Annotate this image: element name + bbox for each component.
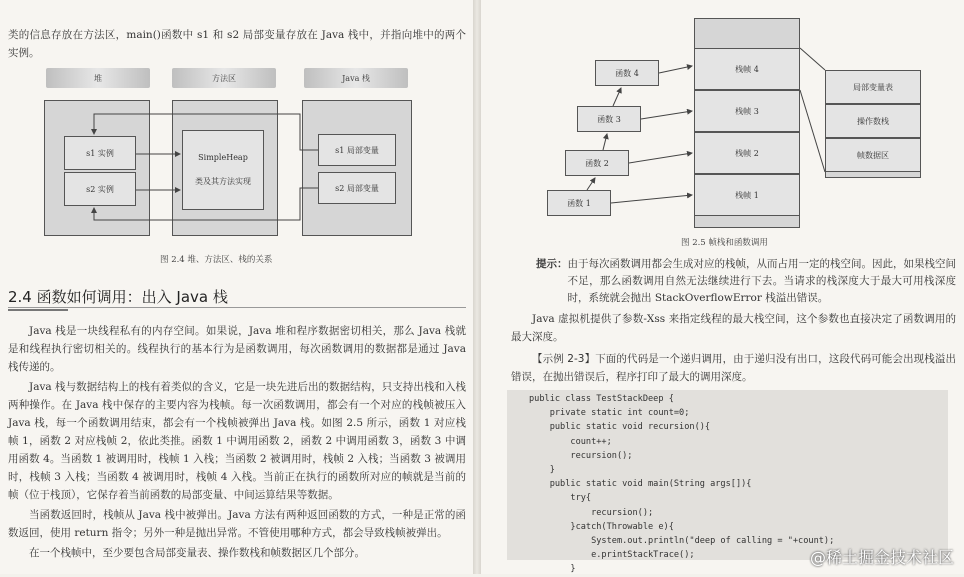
figure-2-5-caption: 图 2.5 帧栈和函数调用 (681, 238, 768, 248)
stack-frame-1: 栈帧 1 (694, 174, 800, 216)
code-block (507, 390, 948, 575)
figure-2-4-caption: 图 2.4 堆、方法区、栈的关系 (160, 255, 273, 265)
left-paragraph-3: 当函数返回时，栈帧从 Java 栈中被弹出。Java 方法有两种返回函数的方式，一种是正常的函数返回，使用 return 指令；另外一种是抛出异常。不管使用哪种方式，都会导致栈帧被弹出。 (8, 509, 466, 539)
stack-frame-3: 栈帧 3 (694, 90, 800, 132)
tip-text: 由于每次函数调用都会生成对应的栈帧，从而占用一定的栈空间。因此，如果栈空间不足，那么函数调用自然无法继续进行下去。当请求的栈深度大于最大可用栈深度时，系统就会抛出 StackOverflowError 栈溢出错误。 (567, 258, 956, 304)
code-line: System.out.println("deep of calling = "+count); (529, 536, 835, 547)
tip-block (536, 256, 956, 307)
code-line: } (529, 564, 576, 575)
stack-item-s1: s1 局部变量 (318, 134, 396, 166)
code-line: try{ (529, 493, 592, 504)
heap-item-s2: s2 实例 (64, 172, 136, 206)
code-line: public static void recursion(){ (529, 422, 711, 433)
example-paragraph (511, 350, 956, 386)
stack-frame-2: 栈帧 2 (694, 132, 800, 174)
frame-part-operand-stack: 操作数栈 (825, 104, 921, 138)
function-4: 函数 4 (595, 60, 659, 86)
code-line: recursion(); (529, 450, 633, 461)
function-2: 函数 2 (565, 150, 629, 176)
method-area-header: 方法区 (172, 68, 276, 88)
watermark: @稀土掘金技术社区 (809, 548, 954, 567)
code-line: public class TestStackDeep { (529, 394, 674, 404)
example-text: 下面的代码是一个递归调用，由于递归没有出口，这段代码可能会出现栈溢出错误，在抛出错误后，程序打印了最大的调用深度。 (511, 353, 956, 383)
left-intro: 类的信息存放在方法区，main()函数中 s1 和 s2 局部变量存放在 Java 栈中，并指向堆中的两个实例。 (8, 29, 466, 59)
stack-frame-4: 栈帧 4 (694, 48, 800, 90)
figure-2-5-arrows (481, 0, 964, 240)
section-title: 2.4 函数如何调用：出入 Java 栈 (8, 288, 228, 306)
example-label: 【示例 2-3】 (532, 353, 596, 365)
heap-header: 堆 (46, 68, 150, 88)
code-line: public static void main(String args[]){ (529, 479, 752, 490)
left-paragraph-2: Java 栈与数据结构上的栈有着类似的含义，它是一块先进后出的数据结构，只支持出栈和入栈两种操作。在 Java 栈中保存的主要内容为栈帧。每一次函数调用，都会有一个对应的栈帧被压入 Java 栈，每一个函数调用结束，都会有一个栈帧被弹出 Java 栈。如图 2.5 所示，函数 1 对应栈帧 1，函数 2 对应栈帧 2，依此类推。函数 1 中调用函数 2，函数 2 中调用函数 3，函数 3 中调用函数 4。当函数 1 被调用时，栈帧 1 入栈；当函数 2 被调用时，栈帧 2 入栈；当函数 3 被调用时，栈帧 3 入栈；当函数 4 被调用时，栈帧 4 入栈。当前正在执行的函数所对应的帧就是当前的帧（位于栈顶），它保存着当前函数的局部变量、中间运算结果等数据。 (8, 381, 466, 501)
function-3: 函数 3 (577, 106, 641, 132)
tip-label: 提示： (536, 258, 568, 270)
section-rule (8, 307, 466, 308)
frame-part-frame-data: 帧数据区 (825, 138, 921, 172)
right-paragraph-xss: Java 虚拟机提供了参数-Xss 来指定线程的最大栈空间，这个参数也直接决定了函数调用的最大深度。 (511, 313, 956, 343)
heap-item-s1: s1 实例 (64, 136, 136, 170)
java-stack-header: Java 栈 (304, 68, 408, 88)
left-paragraph-4: 在一个栈帧中，至少要包含局部变量表、操作数栈和帧数据区几个部分。 (29, 547, 365, 559)
section-rule-accent (8, 309, 68, 311)
stack-item-s2: s2 局部变量 (318, 172, 396, 204)
left-paragraph-1: Java 栈是一块线程私有的内存空间。如果说，Java 堆和程序数据密切相关，那么 Java 栈就是和线程执行密切相关的。线程执行的基本行为是函数调用，每次函数调用的数据都是通过 Java 栈传递的。 (8, 325, 466, 373)
figure-2-4-arrows (0, 0, 473, 260)
code-line: e.printStackTrace(); (529, 550, 695, 561)
code-line: } (529, 465, 555, 476)
function-1: 函数 1 (547, 190, 611, 216)
code-line: }catch(Throwable e){ (529, 521, 674, 532)
left-page (0, 0, 473, 574)
page-gutter (473, 0, 481, 574)
simpleheap-desc: 类及其方法实现 (195, 177, 251, 186)
simpleheap-title: SimpleHeap (198, 153, 248, 162)
frame-part-locals: 局部变量表 (825, 70, 921, 104)
code-line: private static int count=0; (529, 408, 690, 419)
code-line: count++; (529, 436, 612, 447)
code-line: recursion(); (529, 507, 654, 518)
